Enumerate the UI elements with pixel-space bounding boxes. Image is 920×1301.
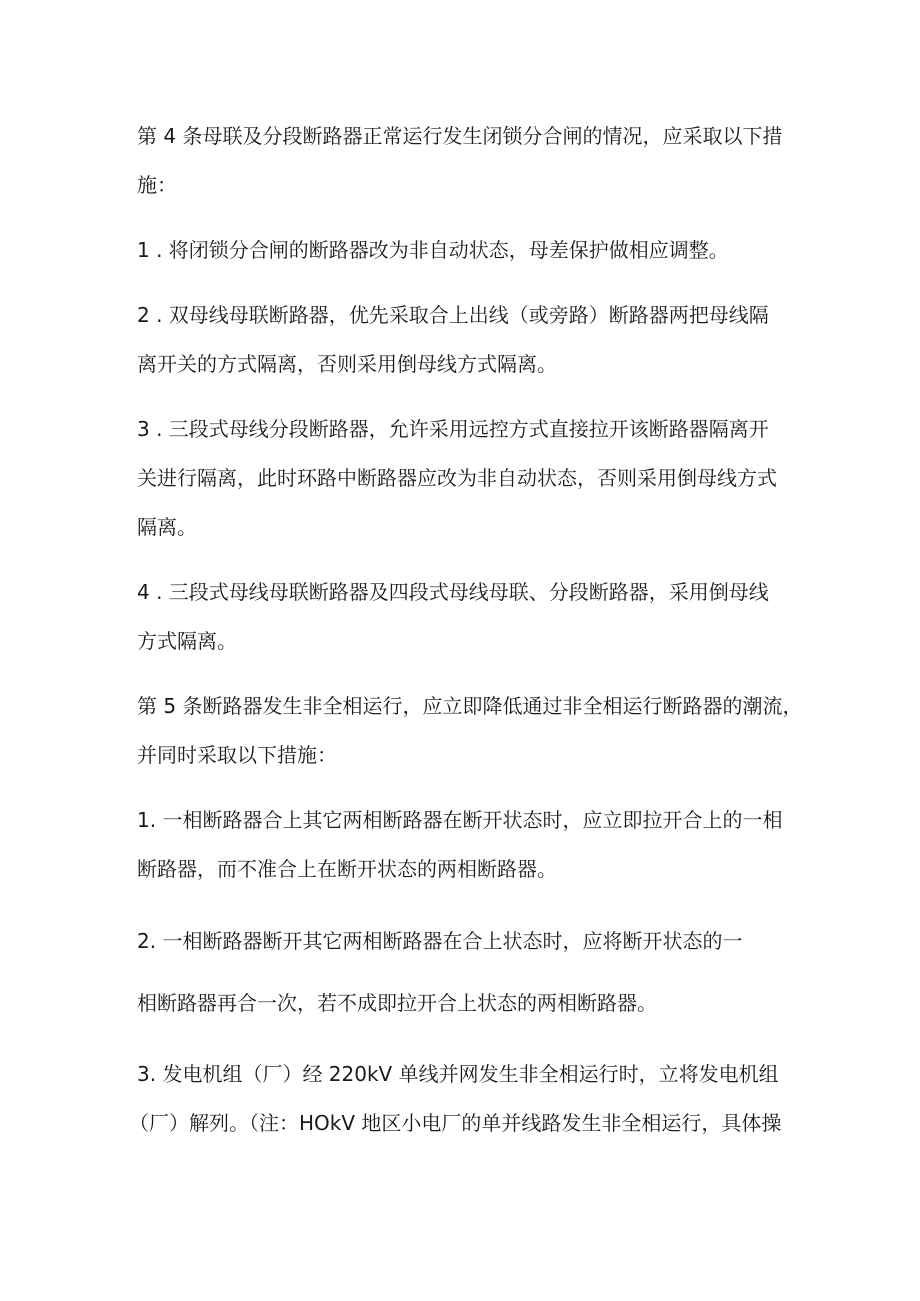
text-line: 方式隔离。 — [137, 629, 237, 653]
text-line: 并同时采取以下措施： — [137, 743, 337, 767]
paragraph-article-5-item-3 — [129, 1050, 797, 1148]
paragraph-article-4-item-1 — [137, 226, 797, 275]
text-line: 施： — [137, 173, 177, 197]
text-line: 2. 一相断路器断开其它两相断路器在合上状态时，应将断开状态的一 — [137, 929, 743, 953]
paragraph-article-5-title — [137, 682, 803, 780]
text-line: 第 5 条断路器发生非全相运行，应立即降低通过非全相运行断路器的潮流， — [137, 694, 803, 718]
paragraph-article-4-item-4 — [137, 568, 797, 666]
text-line: 第 4 条母联及分段断路器正常运行发生闭锁分合闸的情况，应采取以下措 — [137, 124, 783, 148]
text-line: 相断路器再合一次，若不成即拉开合上状态的两相断路器。 — [137, 991, 657, 1015]
text-line: 1. 一相断路器合上其它两相断路器在断开状态时，应立即拉开合上的一相 — [137, 808, 783, 832]
text-line: （厂）解列。（注：HOkV 地区小电厂的单并线路发生非全相运行，具体操 — [129, 1111, 782, 1135]
text-line: 关进行隔离，此时环路中断路器应改为非自动状态，否则采用倒母线方式 — [137, 466, 777, 490]
text-line: 断路器，而不准合上在断开状态的两相断路器。 — [137, 857, 557, 881]
text-line: 离开关的方式隔离，否则采用倒母线方式隔离。 — [137, 352, 557, 376]
paragraph-article-5-item-2 — [137, 910, 797, 1034]
text-line: 3. 发电机组（厂）经 220kV 单线并网发生非全相运行时，立将发电机组 — [137, 1062, 779, 1086]
text-line: 隔离。 — [137, 515, 197, 539]
text-line: 2 . 双母线母联断路器，优先采取合上出线（或旁路）断路器两把母线隔 — [137, 303, 769, 327]
paragraph-article-4-item-2 — [137, 291, 797, 389]
paragraph-article-4-item-3 — [137, 405, 797, 552]
paragraph-article-5-item-1 — [137, 796, 797, 894]
paragraph-article-4-title — [137, 112, 797, 210]
text-line: 3 . 三段式母线分段断路器，允许采用远控方式直接拉开该断路器隔离开 — [137, 417, 769, 441]
document-body — [129, 112, 803, 1164]
text-line: 4 . 三段式母线母联断路器及四段式母线母联、分段断路器，采用倒母线 — [137, 580, 769, 604]
text-line: 1 . 将闭锁分合闸的断路器改为非自动状态，母差保护做相应调整。 — [137, 238, 729, 262]
